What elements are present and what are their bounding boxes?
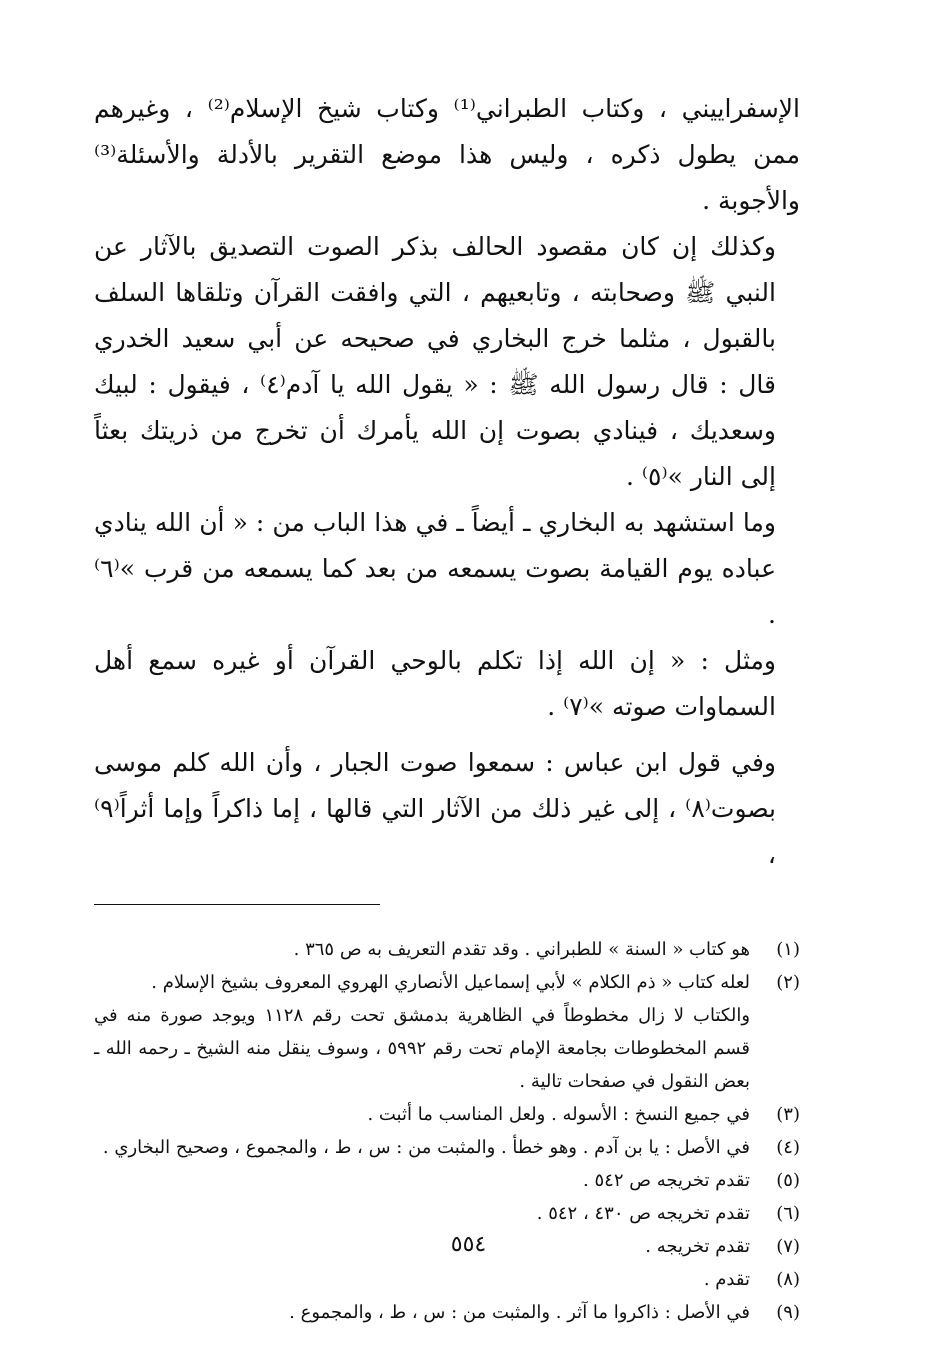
footnotes: [94, 933, 800, 1329]
paragraph-4: ومثل : « إن الله إذا تكلم بالوحي القرآن أو غيره سمع أهل السماوات صوته »⁽٧⁾ .: [94, 646, 776, 721]
footnote-number: (٦): [776, 1203, 800, 1224]
footnote-number: (٩): [776, 1302, 800, 1323]
page-body: [94, 86, 800, 1329]
page-number: ٥٥٤: [450, 1232, 487, 1257]
paragraph-5: وفي قول ابن عباس : سمعوا صوت الجبار ، وأن الله كلم موسى بصوت⁽٨⁾ ، إلى غير ذلك من الآثار التي قالها ، إما ذاكراً وإما أثراً⁽٩⁾ ،: [94, 748, 776, 869]
footnote: [94, 1098, 800, 1131]
footnote: [94, 933, 800, 966]
footnote-number: (٢): [776, 972, 800, 993]
footnote-text: تقدم تخريجه .: [645, 1236, 750, 1257]
paragraph-2: وكذلك إن كان مقصود الحالف بذكر الصوت التصديق بالآثار عن النبي ﷺ وصحابته ، وتابعيهم ، التي وافقت القرآن وتلقاها السلف بالقبول ، مثلما خرج البخاري في صحيحه عن أبي سعيد الخدري قال : قال رسول الله ﷺ : « يقول الله يا آدم⁽٤⁾ ، فيقول : لبيك وسعديك ، فينادي بصوت إن الله يأمرك أن تخرج من ذريتك بعثاً إلى النار »⁽٥⁾ .: [94, 232, 777, 491]
paragraph-1: الإسفراييني ، وكتاب الطبراني⁽¹⁾ وكتاب شيخ الإسلام⁽²⁾ ، وغيرهم ممن يطول ذكره ، وليس هذا موضع التقرير بالأدلة والأسئلة⁽³⁾ والأجوبة .: [94, 94, 800, 215]
footnote-separator: [94, 904, 380, 905]
footnote-continuation: والكتاب لا زال مخطوطاً في الظاهرية بدمشق تحت رقم ١١٢٨ ويوجد صورة منه في قسم المخطوطات بجامعة الإمام تحت رقم ٥٩٩٢ ، وسوف ينقل منه الشيخ ـ رحمه الله ـ بعض النقول في صفحات تالية .: [94, 1005, 751, 1092]
footnote-number: (٨): [776, 1269, 800, 1290]
footnote-text: تقدم .: [703, 1269, 750, 1290]
footnote-number: (٣): [776, 1104, 800, 1125]
footnote: [94, 1164, 800, 1197]
footnote-number: (٧): [776, 1236, 800, 1257]
footnote-text: في الأصل : ذاكروا ما آثر . والمثبت من : س ، ط ، والمجموع .: [289, 1302, 750, 1323]
footnote-text: تقدم تخريجه ص ٤٣٠ ، ٥٤٢ .: [536, 1203, 750, 1224]
footnote: [94, 1263, 800, 1296]
footnote-text: في جميع النسخ : الأسوله . ولعل المناسب ما أثبت .: [367, 1104, 750, 1125]
footnote-text: في الأصل : يا بن آدم . وهو خطأ . والمثبت من : س ، ط ، والمجموع ، وصحيح البخاري .: [102, 1137, 750, 1158]
footnote: [94, 1296, 800, 1329]
footnote: [94, 1131, 800, 1164]
footnote-number: (٤): [776, 1137, 800, 1158]
footnote-text: تقدم تخريجه ص ٥٤٢ .: [583, 1170, 750, 1191]
paragraph-3: وما استشهد به البخاري ـ أيضاً ـ في هذا الباب من : « أن الله ينادي عباده يوم القيامة بصوت يسمعه من بعد كما يسمعه من قرب »⁽٦⁾ .: [94, 508, 776, 629]
main-text: [94, 86, 800, 878]
footnote-number: (٥): [776, 1170, 800, 1191]
footnote-text: هو كتاب « السنة » للطبراني . وقد تقدم التعريف به ص ٣٦٥ .: [293, 939, 750, 960]
footnote-text: لعله كتاب « ذم الكلام » لأبي إسماعيل الأنصاري الهروي المعروف بشيخ الإسلام .: [151, 972, 750, 993]
footnote: [94, 966, 800, 999]
footnote: [94, 1197, 800, 1230]
footnote-number: (١): [776, 939, 800, 960]
